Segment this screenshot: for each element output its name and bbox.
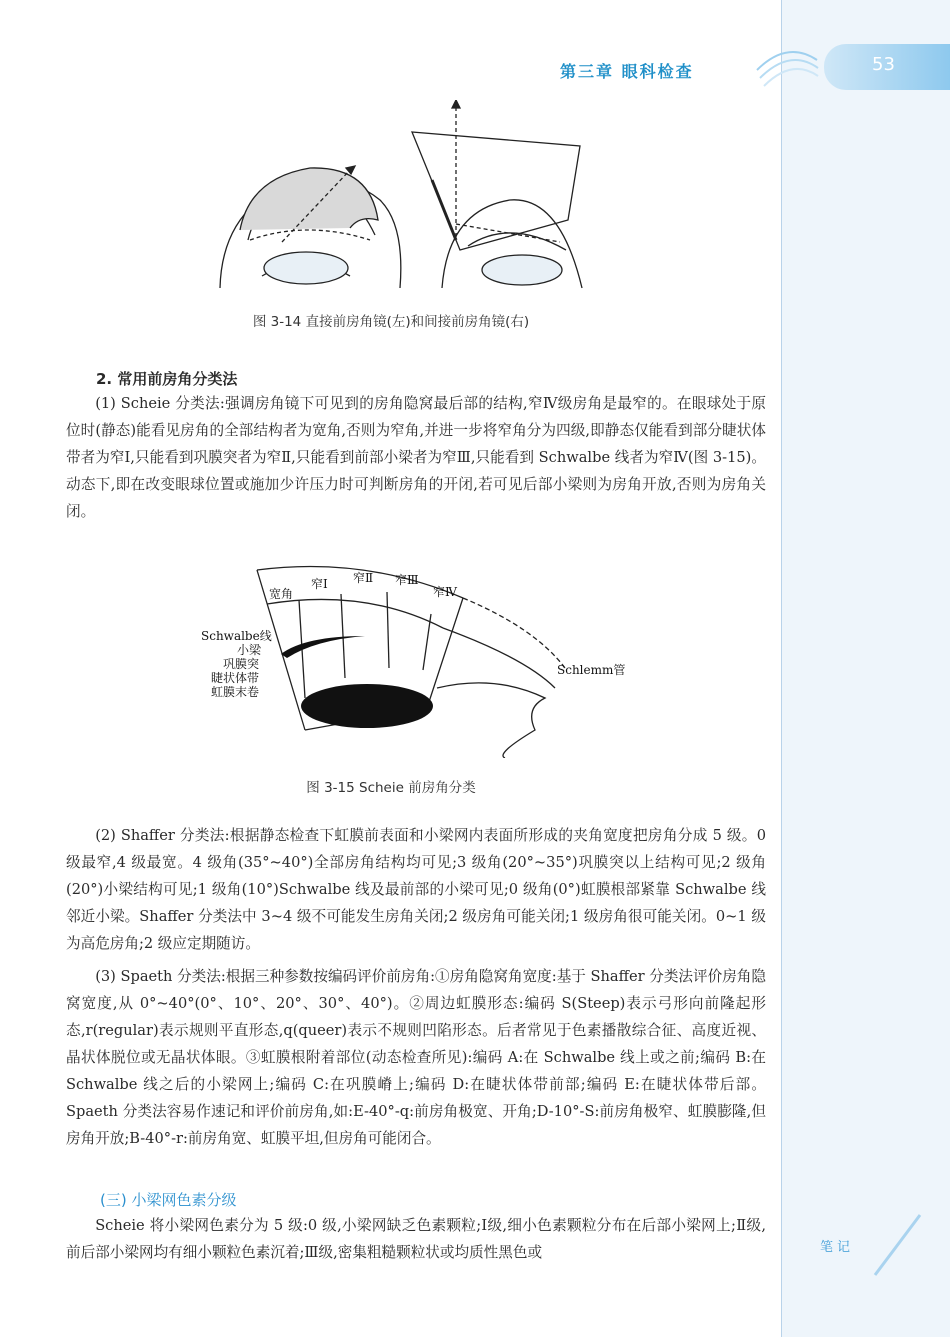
scheie-text: (1) Scheie 分类法:强调房角镜下可见到的房角隐窝最后部的结构,窄Ⅳ级房角是最窄的。在眼球处于原位时(静态)能看见房角的全部结构者为宽角,否则为窄角,并进一步将窄角分为四级,即静态仅能看到部分睫状体带者为窄Ⅰ,只能看到巩膜突者为窄Ⅱ,只能看到前部小梁者为窄Ⅲ,只能看到 Schwalbe 线者为窄Ⅳ(图 3-15)。动态下,即在改变眼球位置或施加少许压力时可判断房角的开闭,若可见后部小梁则为房角开放,否则为房角关闭。	[66, 395, 766, 520]
page-number: 53	[872, 54, 895, 75]
grade-label-narrow-1: 窄Ⅰ	[311, 577, 328, 591]
swirl-decoration-icon	[752, 40, 822, 100]
shaffer-text: (2) Shaffer 分类法:根据静态检查下虹膜前表面和小梁网内表面所形成的夹角宽度把房角分成 5 级。0 级最窄,4 级最宽。4 级角(35°~40°)全部房角结构均可见;3 级角(20°~35°)巩膜突以上结构可见;2 级角(20°)小梁结构可见;1 级角(10°)Schwalbe 线及最前部的小梁可见;0 级角(0°)虹膜根部紧靠 Schwalbe 线邻近小梁。Shaffer 分类法中 3~4 级不可能发生房角关闭;2 级房角可能关闭;1 级房角很可能关闭。0~1 级为高危房角;2 级应定期随访。	[66, 827, 766, 952]
grade-label-narrow-2: 窄Ⅱ	[353, 571, 374, 585]
scheie-angle-diagram	[195, 558, 635, 758]
label-ciliary-band: 睫状体带	[211, 671, 260, 685]
label-schwalbe-line: Schwalbe线	[201, 629, 272, 643]
spaeth-paragraph	[66, 963, 766, 1152]
margin-notes-strip	[782, 0, 950, 1337]
spaeth-text: (3) Spaeth 分类法:根据三种参数按编码评价前房角:①房角隐窝角宽度:基于 Shaffer 分类法评价房角隐窝宽度,从 0°~40°(0°、10°、20°、30°、40°)。②周边虹膜形态:编码 S(Steep)表示弓形向前隆起形态,r(regular)表示规则平直形态,q(queer)表示不规则凹陷形态。后者常见于色素播散综合征、高度近视、晶状体脱位或无晶状体眼。③虹膜根附着部位(动态检查所见):编码 A:在 Schwalbe 线上或之前;编码 B:在 Schwalbe 线之后的小梁网上;编码 C:在巩膜嵴上;编码 D:在睫状体带前部;编码 E:在睫状体带后部。Spaeth 分类法容易作速记和评价前房角,如:E-40°-q:前房角极宽、开角;D-10°-S:前房角极窄、虹膜膨隆,但房角开放;B-40°-r:前房角宽、虹膜平坦,但房角可能闭合。	[66, 968, 766, 1147]
pigment-text: Scheie 将小梁网色素分为 5 级:0 级,小梁网缺乏色素颗粒;Ⅰ级,细小色素颗粒分布在后部小梁网上;Ⅱ级,前后部小梁网均有细小颗粒色素沉着;Ⅲ级,密集粗糙颗粒状或均质性黑色或	[66, 1217, 766, 1261]
figure-3-15-caption: 图 3-15 Scheie 前房角分类	[306, 780, 476, 796]
margin-divider	[781, 0, 782, 1337]
label-scleral-spur: 巩膜突	[223, 657, 260, 671]
grade-label-narrow-3: 窄Ⅲ	[395, 573, 419, 587]
margin-note-label: 笔记	[820, 1240, 855, 1255]
figure-3-14-caption: 图 3-14 直接前房角镜(左)和间接前房角镜(右)	[252, 314, 530, 330]
grade-label-narrow-4: 窄Ⅳ	[433, 585, 457, 599]
label-trabecula: 小梁	[237, 643, 262, 657]
gonioscope-diagram	[210, 100, 610, 300]
pen-stroke-icon	[870, 1210, 930, 1280]
label-schlemm-canal: Schlemm管	[557, 663, 626, 677]
pigment-paragraph	[66, 1212, 766, 1266]
subsection-heading: (三) 小梁网色素分级	[100, 1191, 237, 1209]
indirect-gonioscope	[412, 100, 582, 288]
section-heading: 2. 常用前房角分类法	[96, 370, 238, 388]
grade-label-wide: 宽角	[269, 587, 294, 601]
direct-gonioscope	[220, 166, 401, 288]
shaffer-paragraph	[66, 822, 766, 957]
scheie-paragraph	[66, 390, 766, 525]
chapter-title: 第三章 眼科检查	[560, 62, 694, 81]
label-iris-root: 虹膜末卷	[211, 685, 260, 699]
